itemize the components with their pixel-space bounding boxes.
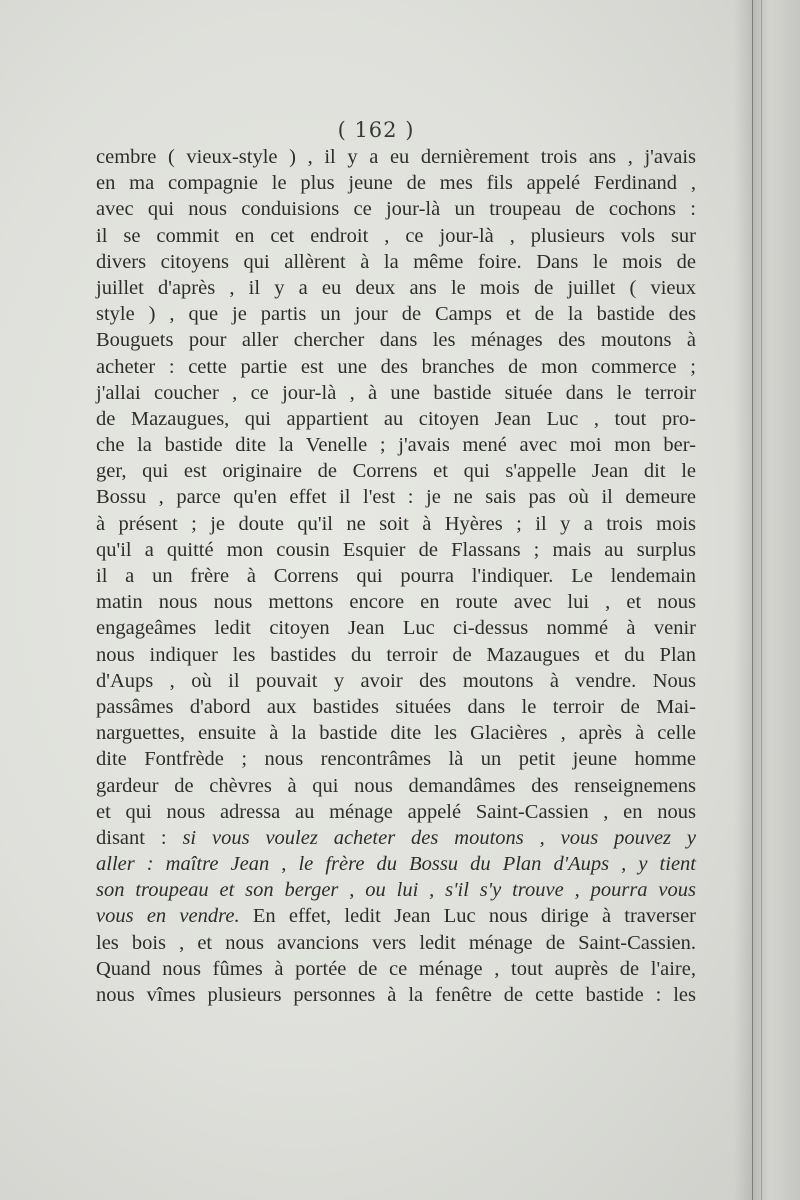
text-line: de Mazaugues, qui appartient au citoyen Jean Luc , tout pro- [96, 407, 696, 430]
text-line: Bouguets pour aller chercher dans les ménages des moutons à [96, 329, 696, 352]
text-line: en ma compagnie le plus jeune de mes fils appelé Ferdinand , [96, 172, 696, 195]
text-line: dite Fontfrède ; nous rencontrâmes là un petit jeune homme [96, 748, 696, 771]
page-number: ( 162 ) [337, 118, 415, 142]
text-line-italic: son troupeau et son berger , ou lui , s'il s'y trouve , pourra vous [96, 879, 696, 902]
text-line: Bossu , parce qu'en effet il l'est : je ne sais pas où il demeure [96, 486, 696, 509]
text-line: matin nous nous mettons encore en route avec lui , et nous [96, 591, 696, 614]
text-line: ger, qui est originaire de Correns et qui s'appelle Jean dit le [96, 460, 696, 483]
text-line: il se commit en cet endroit , ce jour-là , plusieurs vols sur [96, 224, 696, 247]
text-line: d'Aups , où il pouvait y avoir des moutons à vendre. Nous [96, 669, 696, 692]
text-line: narguettes, ensuite à la bastide dite les Glacières , après à celle [96, 722, 696, 745]
text-line: acheter : cette partie est une des branches de mon commerce ; [96, 355, 696, 378]
body-text [96, 144, 696, 1008]
text-line: il a un frère à Correns qui pourra l'indiquer. Le lendemain [96, 565, 696, 587]
ink-bleed-mark [150, 1040, 168, 1054]
text-line: avec qui nous conduisions ce jour-là un troupeau de cochons : [96, 198, 696, 221]
text-line: Quand nous fûmes à portée de ce ménage , tout auprès de l'aire, [96, 957, 696, 980]
text-line: qu'il a quitté mon cousin Esquier de Flassans ; mais au surplus [96, 538, 696, 561]
text-line: passâmes d'abord aux bastides situées dans le terroir de Mai- [96, 695, 696, 718]
text-line: gardeur de chèvres à qui nous demandâmes des renseignemens [96, 774, 696, 797]
text-line: et qui nous adressa au ménage appelé Saint-Cassien , en nous [96, 800, 696, 823]
text-run: disant : [96, 826, 183, 849]
text-line: nous vîmes plusieurs personnes à la fenêtre de cette bastide : les [96, 984, 696, 1006]
text-line: juillet d'après , il y a eu deux ans le mois de juillet ( vieux [96, 276, 696, 299]
text-line-italic-mixed [96, 903, 696, 929]
text-line: che la bastide dite la Venelle ; j'avais mené avec moi mon ber- [96, 434, 696, 457]
text-line: à présent ; je doute qu'il ne soit à Hyères ; il y a trois mois [96, 512, 696, 535]
text-run: En effet, ledit Jean Luc nous dirige à traverser [239, 905, 696, 928]
text-line: divers citoyens qui allèrent à la même foire. Dans le mois de [96, 250, 696, 273]
text-line: cembre ( vieux-style ) , il y a eu dernièrement trois ans , j'avais [96, 146, 696, 168]
text-line: les bois , et nous avancions vers ledit ménage de Saint-Cassien. [96, 931, 696, 954]
italic-text-run: vous en vendre. [96, 905, 240, 928]
next-page-edge [752, 0, 800, 1200]
text-line: style ) , que je partis un jour de Camps et de la bastide des [96, 303, 696, 326]
italic-text-run: si vous voulez acheter des moutons , vous pouvez y [182, 826, 696, 849]
text-line: engageâmes ledit citoyen Jean Luc ci-dessus nommé à venir [96, 617, 696, 640]
text-line-italic-mixed [96, 825, 696, 851]
text-line: j'allai coucher , ce jour-là , à une bastide située dans le terroir [96, 381, 696, 404]
text-line: nous indiquer les bastides du terroir de Mazaugues et du Plan [96, 643, 696, 666]
text-line-italic: aller : maître Jean , le frère du Bossu du Plan d'Aups , y tient [96, 853, 696, 876]
